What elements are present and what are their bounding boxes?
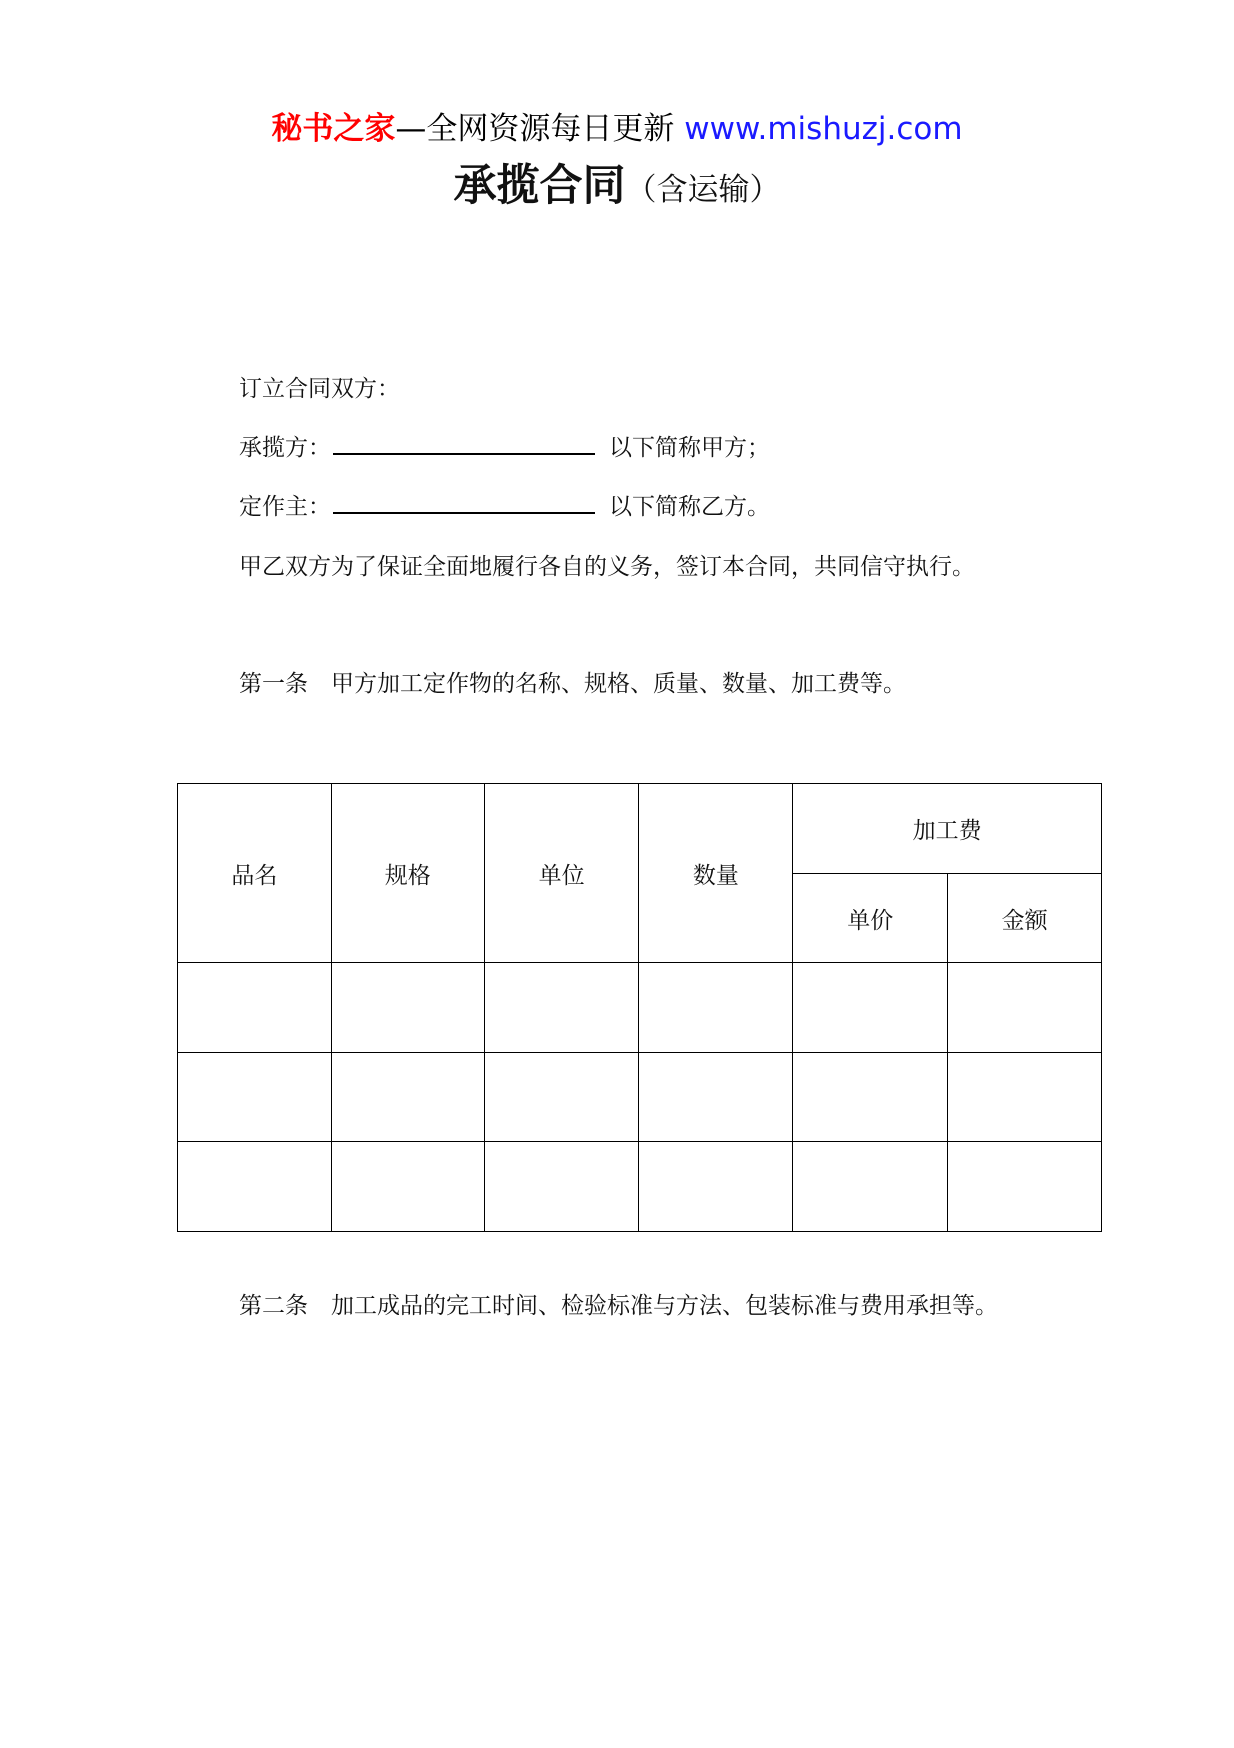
header-amount: 金额 xyxy=(948,874,1102,963)
brand-name: 秘书之家 xyxy=(271,111,396,147)
table-cell[interactable] xyxy=(331,963,484,1053)
site-url[interactable]: www.mishuzj.com xyxy=(684,111,963,147)
table-cell[interactable] xyxy=(331,1142,484,1232)
parties-intro: 订立合同双方： xyxy=(239,376,400,402)
table-cell[interactable] xyxy=(793,963,948,1053)
table-cell[interactable] xyxy=(178,1142,332,1232)
orderer-line xyxy=(239,488,770,521)
table-cell[interactable] xyxy=(948,963,1102,1053)
contractor-blank[interactable] xyxy=(333,433,595,455)
contractor-line xyxy=(239,429,770,462)
items-table xyxy=(177,783,1102,1232)
header-unit-price: 单价 xyxy=(793,874,948,963)
header-spec: 规格 xyxy=(331,784,484,963)
table-cell[interactable] xyxy=(639,1142,793,1232)
article-1: 第一条 甲方加工定作物的名称、规格、质量、数量、加工费等。 xyxy=(239,671,906,697)
table-cell[interactable] xyxy=(331,1053,484,1142)
orderer-suffix: 以下简称乙方。 xyxy=(609,494,770,520)
table-cell[interactable] xyxy=(178,963,332,1053)
table-cell[interactable] xyxy=(793,1053,948,1142)
table-row xyxy=(178,1142,1102,1232)
header-fee: 加工费 xyxy=(793,784,1102,874)
table-cell[interactable] xyxy=(793,1142,948,1232)
table-row xyxy=(178,1053,1102,1142)
table-cell[interactable] xyxy=(484,1142,639,1232)
site-banner xyxy=(0,103,1234,148)
table-cell[interactable] xyxy=(484,963,639,1053)
tagline: —全网资源每日更新 xyxy=(395,111,685,147)
header-name: 品名 xyxy=(178,784,332,963)
orderer-label: 定作主： xyxy=(239,494,331,520)
article-2: 第二条 加工成品的完工时间、检验标准与方法、包装标准与费用承担等。 xyxy=(239,1293,998,1319)
table-row xyxy=(178,963,1102,1053)
document-title xyxy=(0,152,1234,213)
table-cell[interactable] xyxy=(178,1053,332,1142)
header-unit: 单位 xyxy=(484,784,639,963)
table-cell[interactable] xyxy=(639,1053,793,1142)
table-cell[interactable] xyxy=(948,1142,1102,1232)
header-quantity: 数量 xyxy=(639,784,793,963)
table-cell[interactable] xyxy=(639,963,793,1053)
statement: 甲乙双方为了保证全面地履行各自的义务，签订本合同，共同信守执行。 xyxy=(239,554,975,580)
orderer-blank[interactable] xyxy=(333,492,595,514)
title-main: 承揽合同 xyxy=(453,161,626,211)
table-cell[interactable] xyxy=(948,1053,1102,1142)
table-cell[interactable] xyxy=(484,1053,639,1142)
title-sub: （含运输） xyxy=(625,172,781,208)
contractor-suffix: 以下简称甲方； xyxy=(609,435,770,461)
contractor-label: 承揽方： xyxy=(239,435,331,461)
